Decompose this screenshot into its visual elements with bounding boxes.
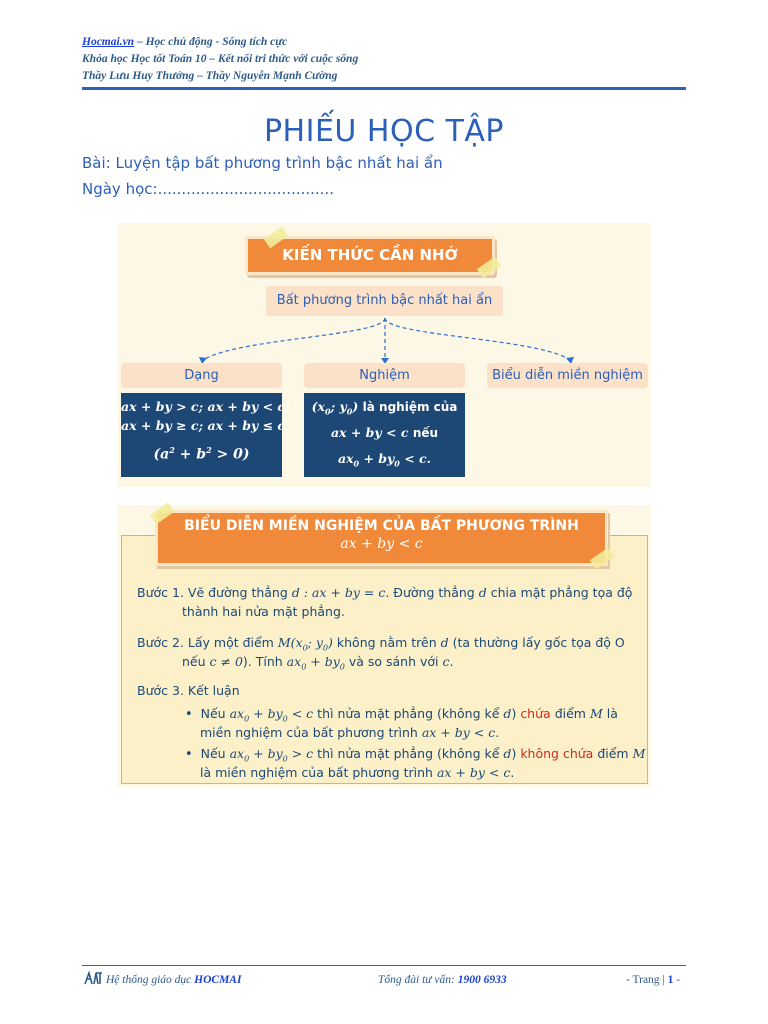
dang-line-2: ax + by ≥ c; ax + by ≤ c. [121, 418, 290, 433]
footer-left: Hệ thống giáo dục HOCMAI [106, 974, 242, 986]
dang-condition: $(a^2 + b^2 > 0)$ [153, 445, 250, 463]
step-3: Bước 3. Kết luận [137, 683, 240, 698]
nghiem-line-1: ($x_0$; $y_0$) là nghiệm của [311, 399, 458, 417]
representation-heading: BIỂU DIỄN MIỀN NGHIỆM CỦA BẤT PHƯƠNG TRÌNH ax + by < c [155, 510, 608, 566]
footer-divider [82, 965, 686, 966]
step-1: Bước 1. Vẽ đường thẳng d : ax + by = c. Đường thẳng d chia mặt phẳng tọa độ [137, 585, 633, 600]
site-link[interactable]: Hocmai.vn [82, 36, 135, 48]
knowledge-heading: KIẾN THỨC CẦN NHỚ [245, 236, 495, 275]
header-course: Khóa học Học tốt Toán 10 – Kết nối tri thức với cuộc sống [82, 53, 359, 65]
branch-dang: Dạng [121, 363, 282, 388]
header-divider [82, 87, 686, 90]
branch-arrows [118, 316, 651, 366]
branch-nghiem: Nghiệm [304, 363, 465, 388]
footer-hotline: Tổng đài tư vấn: 1900 6933 [378, 974, 507, 986]
step-2-line-2: nếu c ≠ 0). Tính $ax_0 + by_0$ và so sánh với c. [182, 654, 454, 672]
nghiem-line-2: ax + by < c nếu [330, 425, 439, 440]
conclusion-1-line-2: miền nghiệm của bất phương trình ax + by < c. [200, 725, 500, 740]
step-1-line-2: thành hai nửa mặt phẳng. [182, 604, 345, 619]
nghiem-box [304, 393, 465, 477]
conclusion-2-line-2: là miền nghiệm của bất phương trình ax + by < c. [200, 765, 515, 780]
dang-box [121, 393, 290, 477]
footer-page-number: - Trang | 1 - [626, 974, 681, 986]
root-concept: Bất phương trình bậc nhất hai ẩn [266, 286, 503, 316]
header-tagline: – Học chủ động - Sống tích cực [134, 36, 288, 48]
nghiem-line-3: $ax_0 + by_0 < c$. [337, 451, 432, 469]
lesson-title: Bài: Luyện tập bất phương trình bậc nhất hai ẩn [82, 154, 443, 172]
page-title: PHIẾU HỌC TẬP [263, 114, 505, 149]
header-teachers: Thầy Lưu Huy Thưởng – Thầy Nguyễn Mạnh Cường [82, 70, 338, 82]
conclusion-2: • Nếu $ax_0 + by_0 > c$ thì nửa mặt phẳng (không kể d) không chứa điểm M [185, 746, 646, 764]
hocmai-logo-icon [84, 970, 104, 986]
header-line-1 [82, 36, 287, 48]
dang-line-1: ax + by > c; ax + by < c; [121, 399, 290, 414]
branch-bieu-dien: Biểu diễn miền nghiệm [487, 363, 648, 388]
conclusion-1: • Nếu $ax_0 + by_0 < c$ thì nửa mặt phẳng (không kể d) chứa điểm M là [185, 706, 618, 724]
step-2: Bước 2. Lấy một điểm $M(x_0$; $y_0$) không nằm trên d (ta thường lấy gốc tọa độ O [137, 635, 625, 653]
lesson-date: Ngày học:..................................... [82, 180, 334, 198]
